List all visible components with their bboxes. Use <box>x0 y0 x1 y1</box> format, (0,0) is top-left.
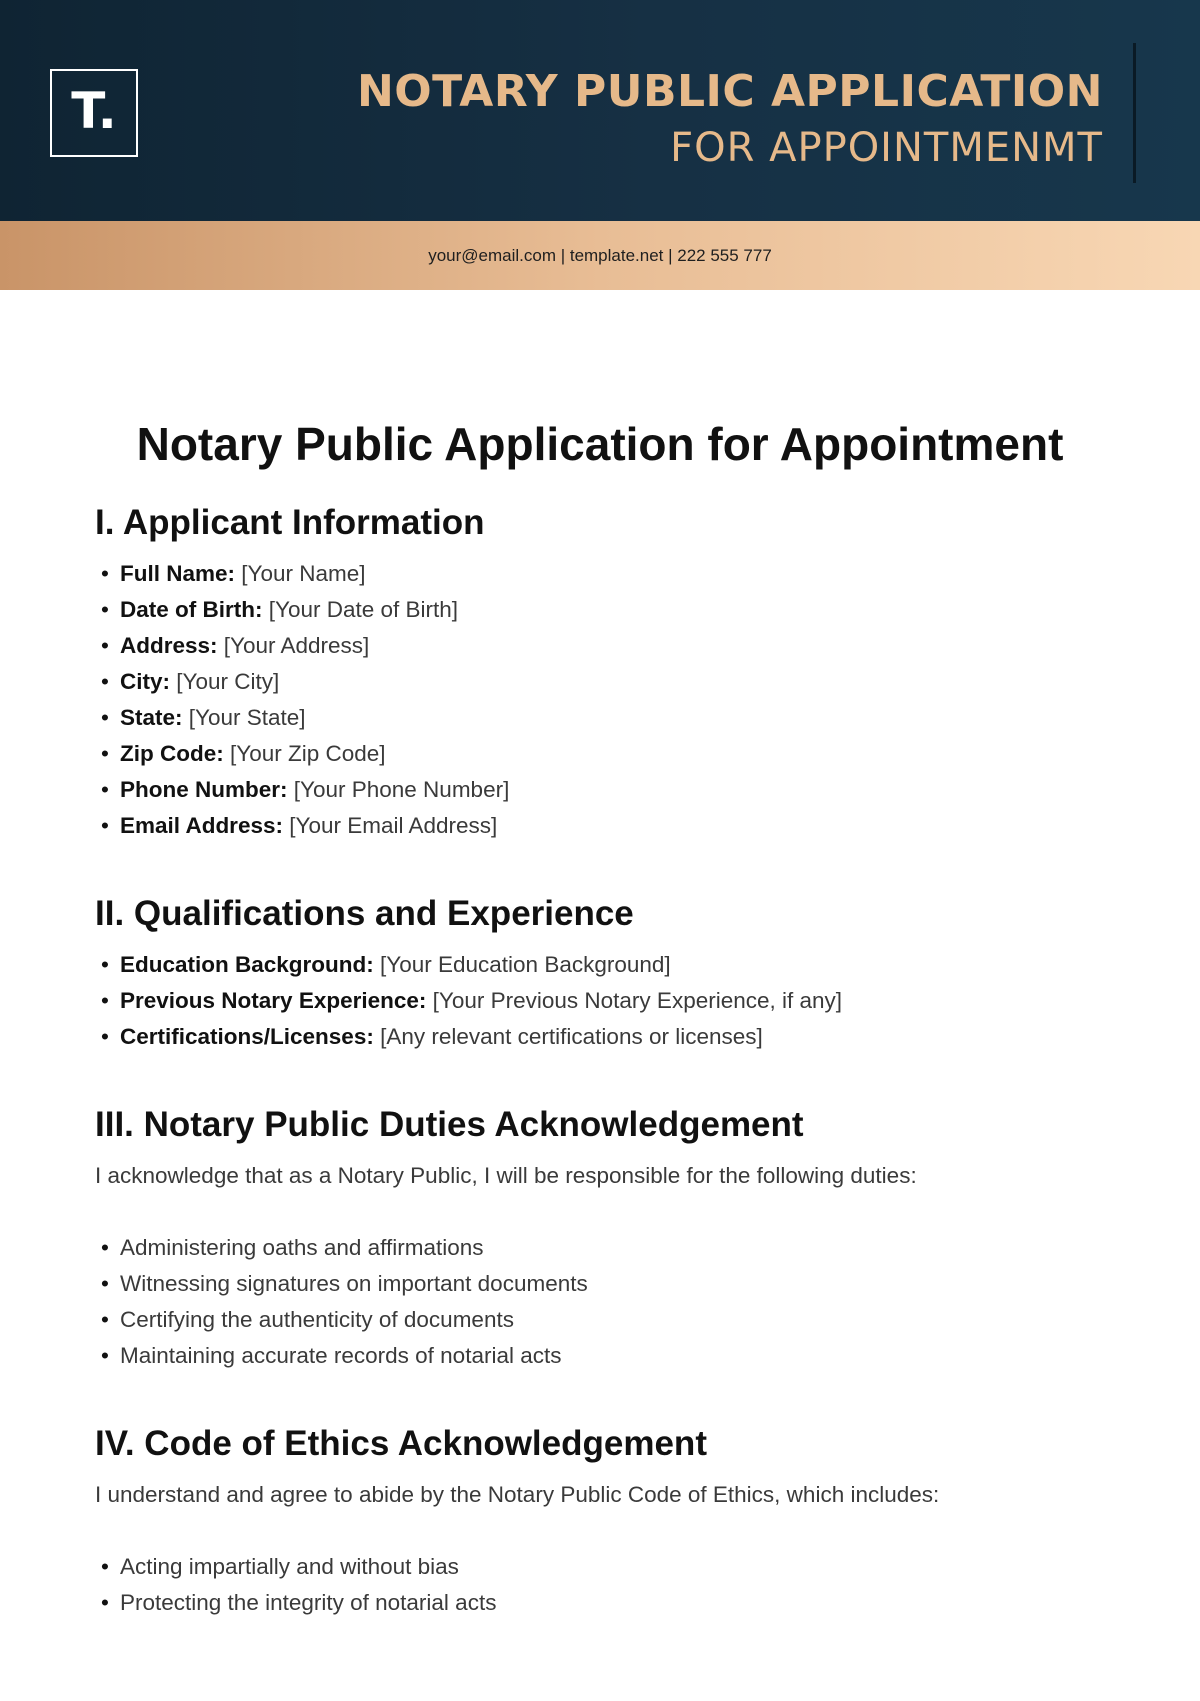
bullet: • <box>101 741 109 766</box>
list-item <box>95 1302 1115 1338</box>
header-title: NOTARY PUBLIC APPLICATION <box>356 66 1103 117</box>
field-label: Address: <box>120 633 218 658</box>
section-heading: IV. Code of Ethics Acknowledgement <box>95 1424 707 1463</box>
list-item <box>95 1549 1115 1585</box>
field-value: [Your Previous Notary Experience, if any] <box>432 988 843 1013</box>
duties-list <box>95 1230 1115 1374</box>
bullet: • <box>101 705 109 730</box>
field-label: Certifications/Licenses: <box>120 1024 374 1049</box>
list-item <box>95 1338 1115 1374</box>
header-divider <box>1133 43 1136 183</box>
bullet: • <box>101 633 109 658</box>
qualifications-list <box>95 947 1115 1055</box>
field-value: [Your Date of Birth] <box>268 597 459 622</box>
list-item <box>95 808 1115 844</box>
bullet: • <box>101 597 109 622</box>
applicant-info-list <box>95 556 1115 844</box>
list-item <box>95 556 1115 592</box>
field-label: Date of Birth: <box>120 597 263 622</box>
field-label: Email Address: <box>120 813 283 838</box>
section-duties-acknowledgement <box>95 1100 1115 1374</box>
logo <box>50 69 138 157</box>
bullet: • <box>101 1554 109 1579</box>
section-intro: I understand and agree to abide by the Notary Public Code of Ethics, which includes: <box>95 1482 940 1507</box>
contact-info: your@email.com | template.net | 222 555 777 <box>428 245 772 265</box>
list-item-text: Witnessing signatures on important documents <box>120 1271 588 1296</box>
field-value: [Your Phone Number] <box>293 777 510 802</box>
field-value: [Any relevant certifications or licenses] <box>380 1024 763 1049</box>
list-item-text: Protecting the integrity of notarial acts <box>120 1590 497 1615</box>
section-intro: I acknowledge that as a Notary Public, I will be responsible for the following duties: <box>95 1163 917 1188</box>
header-banner <box>0 0 1200 221</box>
bullet: • <box>101 1590 109 1615</box>
section-heading: III. Notary Public Duties Acknowledgement <box>95 1105 804 1144</box>
list-item <box>95 1019 1115 1055</box>
section-code-of-ethics <box>95 1419 1115 1621</box>
list-item <box>95 1230 1115 1266</box>
field-label: Full Name: <box>120 561 236 586</box>
field-value: [Your Address] <box>223 633 370 658</box>
field-value: [Your Name] <box>241 561 366 586</box>
bullet: • <box>101 1307 109 1332</box>
field-label: Previous Notary Experience: <box>120 988 427 1013</box>
bullet: • <box>101 669 109 694</box>
list-item <box>95 772 1115 808</box>
field-label: State: <box>120 705 183 730</box>
bullet: • <box>101 952 109 977</box>
document-body <box>95 395 1115 1621</box>
bullet: • <box>101 777 109 802</box>
section-heading: I. Applicant Information <box>95 503 485 542</box>
list-item <box>95 1266 1115 1302</box>
list-item <box>95 628 1115 664</box>
bullet: • <box>101 1024 109 1049</box>
bullet: • <box>101 813 109 838</box>
logo-letter: T. <box>71 82 117 140</box>
document-title: Notary Public Application for Appointment <box>136 418 1064 470</box>
bullet: • <box>101 1235 109 1260</box>
ethics-list <box>95 1549 1115 1621</box>
list-item <box>95 736 1115 772</box>
list-item <box>95 983 1115 1019</box>
list-item-text: Certifying the authenticity of documents <box>120 1307 514 1332</box>
contact-band <box>0 221 1200 290</box>
list-item-text: Maintaining accurate records of notarial acts <box>120 1343 562 1368</box>
list-item <box>95 947 1115 983</box>
section-qualifications <box>95 889 1115 1055</box>
field-label: City: <box>120 669 170 694</box>
bullet: • <box>101 988 109 1013</box>
field-value: [Your Education Background] <box>380 952 671 977</box>
field-label: Education Background: <box>120 952 374 977</box>
field-value: [Your Zip Code] <box>230 741 386 766</box>
field-label: Phone Number: <box>120 777 288 802</box>
section-heading: II. Qualifications and Experience <box>95 894 634 933</box>
section-applicant-information <box>95 498 1115 844</box>
list-item-text: Acting impartially and without bias <box>120 1554 459 1579</box>
bullet: • <box>101 1271 109 1296</box>
header-subtitle: FOR APPOINTMENMT <box>670 125 1103 171</box>
field-value: [Your Email Address] <box>289 813 498 838</box>
list-item <box>95 592 1115 628</box>
list-item <box>95 1585 1115 1621</box>
field-value: [Your City] <box>176 669 280 694</box>
list-item <box>95 664 1115 700</box>
bullet: • <box>101 1343 109 1368</box>
field-value: [Your State] <box>188 705 306 730</box>
list-item <box>95 700 1115 736</box>
field-label: Zip Code: <box>120 741 224 766</box>
list-item-text: Administering oaths and affirmations <box>120 1235 484 1260</box>
bullet: • <box>101 561 109 586</box>
